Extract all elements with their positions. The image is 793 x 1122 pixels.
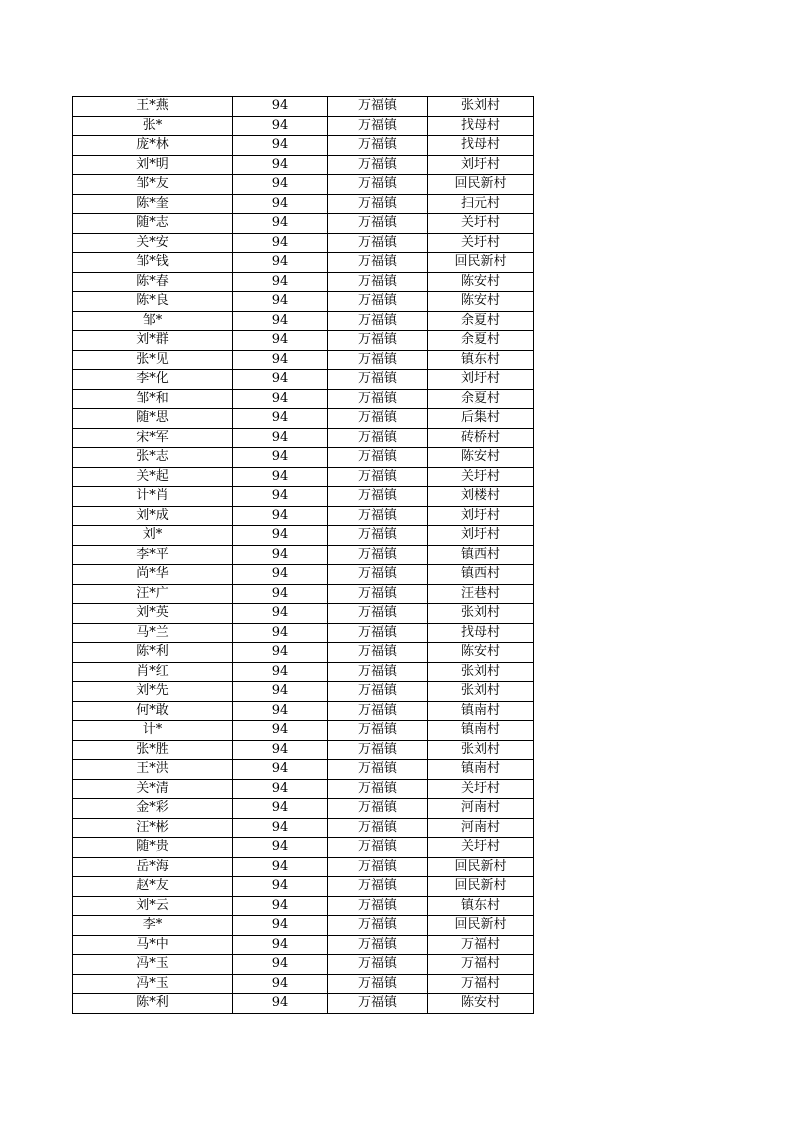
- town-cell: 万福镇: [328, 389, 428, 409]
- name-cell: 张*志: [73, 448, 233, 468]
- name-cell: 冯*玉: [73, 955, 233, 975]
- name-cell: 尚*华: [73, 565, 233, 585]
- table-row: [73, 136, 534, 156]
- count-cell: 94: [233, 916, 328, 936]
- table-row: [73, 116, 534, 136]
- village-cell: 万福村: [428, 955, 534, 975]
- name-cell: 邹*钱: [73, 253, 233, 273]
- village-cell: 陈安村: [428, 448, 534, 468]
- town-cell: 万福镇: [328, 467, 428, 487]
- town-cell: 万福镇: [328, 682, 428, 702]
- name-cell: 陈*春: [73, 272, 233, 292]
- town-cell: 万福镇: [328, 545, 428, 565]
- count-cell: 94: [233, 740, 328, 760]
- name-cell: 马*中: [73, 935, 233, 955]
- count-cell: 94: [233, 974, 328, 994]
- name-cell: 计*: [73, 721, 233, 741]
- count-cell: 94: [233, 331, 328, 351]
- town-cell: 万福镇: [328, 584, 428, 604]
- count-cell: 94: [233, 877, 328, 897]
- table-row: [73, 389, 534, 409]
- village-cell: 张刘村: [428, 97, 534, 117]
- table-row: [73, 662, 534, 682]
- table-row: [73, 838, 534, 858]
- town-cell: 万福镇: [328, 292, 428, 312]
- town-cell: 万福镇: [328, 311, 428, 331]
- village-cell: 陈安村: [428, 292, 534, 312]
- table-row: [73, 214, 534, 234]
- town-cell: 万福镇: [328, 370, 428, 390]
- count-cell: 94: [233, 721, 328, 741]
- count-cell: 94: [233, 97, 328, 117]
- town-cell: 万福镇: [328, 136, 428, 156]
- name-cell: 肖*红: [73, 662, 233, 682]
- village-cell: 刘圩村: [428, 506, 534, 526]
- count-cell: 94: [233, 272, 328, 292]
- town-cell: 万福镇: [328, 779, 428, 799]
- table-row: [73, 974, 534, 994]
- town-cell: 万福镇: [328, 857, 428, 877]
- name-cell: 赵*友: [73, 877, 233, 897]
- name-cell: 刘*: [73, 526, 233, 546]
- count-cell: 94: [233, 116, 328, 136]
- count-cell: 94: [233, 389, 328, 409]
- town-cell: 万福镇: [328, 721, 428, 741]
- table-row: [73, 623, 534, 643]
- count-cell: 94: [233, 682, 328, 702]
- village-cell: 刘圩村: [428, 155, 534, 175]
- village-cell: 刘楼村: [428, 487, 534, 507]
- name-cell: 王*燕: [73, 97, 233, 117]
- table-row: [73, 994, 534, 1014]
- count-cell: 94: [233, 448, 328, 468]
- table-row: [73, 545, 534, 565]
- name-cell: 计*肖: [73, 487, 233, 507]
- town-cell: 万福镇: [328, 643, 428, 663]
- name-cell: 随*思: [73, 409, 233, 429]
- table-row: [73, 175, 534, 195]
- name-cell: 邹*友: [73, 175, 233, 195]
- table-row: [73, 487, 534, 507]
- village-cell: 回民新村: [428, 916, 534, 936]
- village-cell: 镇南村: [428, 721, 534, 741]
- name-cell: 王*洪: [73, 760, 233, 780]
- name-cell: 李*平: [73, 545, 233, 565]
- count-cell: 94: [233, 779, 328, 799]
- town-cell: 万福镇: [328, 701, 428, 721]
- name-cell: 随*志: [73, 214, 233, 234]
- count-cell: 94: [233, 896, 328, 916]
- name-cell: 关*安: [73, 233, 233, 253]
- table-row: [73, 350, 534, 370]
- village-cell: 张刘村: [428, 740, 534, 760]
- table-row: [73, 233, 534, 253]
- table-row: [73, 760, 534, 780]
- town-cell: 万福镇: [328, 760, 428, 780]
- town-cell: 万福镇: [328, 623, 428, 643]
- town-cell: 万福镇: [328, 116, 428, 136]
- town-cell: 万福镇: [328, 331, 428, 351]
- village-cell: 陈安村: [428, 994, 534, 1014]
- town-cell: 万福镇: [328, 272, 428, 292]
- count-cell: 94: [233, 409, 328, 429]
- town-cell: 万福镇: [328, 350, 428, 370]
- table-row: [73, 506, 534, 526]
- village-cell: 河南村: [428, 799, 534, 819]
- count-cell: 94: [233, 428, 328, 448]
- name-cell: 刘*英: [73, 604, 233, 624]
- count-cell: 94: [233, 292, 328, 312]
- count-cell: 94: [233, 155, 328, 175]
- village-cell: 回民新村: [428, 253, 534, 273]
- count-cell: 94: [233, 623, 328, 643]
- name-cell: 陈*奎: [73, 194, 233, 214]
- count-cell: 94: [233, 350, 328, 370]
- village-cell: 回民新村: [428, 857, 534, 877]
- count-cell: 94: [233, 370, 328, 390]
- name-cell: 庞*林: [73, 136, 233, 156]
- town-cell: 万福镇: [328, 506, 428, 526]
- town-cell: 万福镇: [328, 233, 428, 253]
- name-cell: 李*化: [73, 370, 233, 390]
- name-cell: 关*起: [73, 467, 233, 487]
- town-cell: 万福镇: [328, 838, 428, 858]
- village-cell: 余夏村: [428, 389, 534, 409]
- table-row: [73, 467, 534, 487]
- village-cell: 镇南村: [428, 701, 534, 721]
- table-row: [73, 565, 534, 585]
- count-cell: 94: [233, 136, 328, 156]
- count-cell: 94: [233, 818, 328, 838]
- town-cell: 万福镇: [328, 97, 428, 117]
- table-row: [73, 448, 534, 468]
- count-cell: 94: [233, 643, 328, 663]
- village-cell: 刘圩村: [428, 526, 534, 546]
- town-cell: 万福镇: [328, 740, 428, 760]
- town-cell: 万福镇: [328, 565, 428, 585]
- name-cell: 随*贵: [73, 838, 233, 858]
- town-cell: 万福镇: [328, 818, 428, 838]
- name-cell: 汪*彬: [73, 818, 233, 838]
- name-cell: 张*胜: [73, 740, 233, 760]
- village-cell: 汪巷村: [428, 584, 534, 604]
- town-cell: 万福镇: [328, 877, 428, 897]
- count-cell: 94: [233, 253, 328, 273]
- town-cell: 万福镇: [328, 526, 428, 546]
- table-row: [73, 818, 534, 838]
- count-cell: 94: [233, 565, 328, 585]
- village-cell: 陈安村: [428, 272, 534, 292]
- town-cell: 万福镇: [328, 253, 428, 273]
- village-cell: 镇东村: [428, 350, 534, 370]
- count-cell: 94: [233, 214, 328, 234]
- table-row: [73, 409, 534, 429]
- data-table: [72, 96, 534, 1014]
- village-cell: 关圩村: [428, 214, 534, 234]
- village-cell: 陈安村: [428, 643, 534, 663]
- village-cell: 镇西村: [428, 565, 534, 585]
- table-row: [73, 311, 534, 331]
- village-cell: 找母村: [428, 623, 534, 643]
- name-cell: 邹*: [73, 311, 233, 331]
- table-body: [73, 97, 534, 1014]
- village-cell: 张刘村: [428, 662, 534, 682]
- table-row: [73, 916, 534, 936]
- village-cell: 张刘村: [428, 604, 534, 624]
- count-cell: 94: [233, 526, 328, 546]
- village-cell: 万福村: [428, 974, 534, 994]
- name-cell: 宋*军: [73, 428, 233, 448]
- table-row: [73, 740, 534, 760]
- count-cell: 94: [233, 857, 328, 877]
- name-cell: 刘*先: [73, 682, 233, 702]
- count-cell: 94: [233, 506, 328, 526]
- count-cell: 94: [233, 194, 328, 214]
- table-row: [73, 155, 534, 175]
- table-row: [73, 370, 534, 390]
- town-cell: 万福镇: [328, 487, 428, 507]
- table-row: [73, 584, 534, 604]
- town-cell: 万福镇: [328, 155, 428, 175]
- name-cell: 冯*玉: [73, 974, 233, 994]
- village-cell: 扫元村: [428, 194, 534, 214]
- name-cell: 何*敢: [73, 701, 233, 721]
- count-cell: 94: [233, 760, 328, 780]
- table-row: [73, 857, 534, 877]
- village-cell: 回民新村: [428, 877, 534, 897]
- town-cell: 万福镇: [328, 604, 428, 624]
- town-cell: 万福镇: [328, 896, 428, 916]
- table-row: [73, 643, 534, 663]
- name-cell: 陈*良: [73, 292, 233, 312]
- count-cell: 94: [233, 662, 328, 682]
- table-row: [73, 877, 534, 897]
- village-cell: 回民新村: [428, 175, 534, 195]
- count-cell: 94: [233, 545, 328, 565]
- table-row: [73, 604, 534, 624]
- count-cell: 94: [233, 467, 328, 487]
- village-cell: 关圩村: [428, 467, 534, 487]
- count-cell: 94: [233, 311, 328, 331]
- name-cell: 张*见: [73, 350, 233, 370]
- village-cell: 关圩村: [428, 838, 534, 858]
- village-cell: 万福村: [428, 935, 534, 955]
- table-row: [73, 682, 534, 702]
- name-cell: 张*: [73, 116, 233, 136]
- name-cell: 马*兰: [73, 623, 233, 643]
- town-cell: 万福镇: [328, 409, 428, 429]
- village-cell: 镇南村: [428, 760, 534, 780]
- count-cell: 94: [233, 955, 328, 975]
- count-cell: 94: [233, 838, 328, 858]
- town-cell: 万福镇: [328, 935, 428, 955]
- village-cell: 刘圩村: [428, 370, 534, 390]
- name-cell: 金*彩: [73, 799, 233, 819]
- name-cell: 陈*利: [73, 643, 233, 663]
- count-cell: 94: [233, 935, 328, 955]
- town-cell: 万福镇: [328, 994, 428, 1014]
- name-cell: 邹*和: [73, 389, 233, 409]
- count-cell: 94: [233, 701, 328, 721]
- table-row: [73, 526, 534, 546]
- village-cell: 河南村: [428, 818, 534, 838]
- table-row: [73, 799, 534, 819]
- count-cell: 94: [233, 799, 328, 819]
- count-cell: 94: [233, 487, 328, 507]
- town-cell: 万福镇: [328, 974, 428, 994]
- name-cell: 汪*广: [73, 584, 233, 604]
- town-cell: 万福镇: [328, 214, 428, 234]
- village-cell: 镇东村: [428, 896, 534, 916]
- count-cell: 94: [233, 604, 328, 624]
- town-cell: 万福镇: [328, 175, 428, 195]
- table-row: [73, 272, 534, 292]
- count-cell: 94: [233, 175, 328, 195]
- village-cell: 关圩村: [428, 779, 534, 799]
- table-row: [73, 97, 534, 117]
- count-cell: 94: [233, 584, 328, 604]
- table-row: [73, 292, 534, 312]
- name-cell: 陈*利: [73, 994, 233, 1014]
- table-row: [73, 779, 534, 799]
- town-cell: 万福镇: [328, 662, 428, 682]
- name-cell: 关*清: [73, 779, 233, 799]
- table-row: [73, 331, 534, 351]
- table-row: [73, 935, 534, 955]
- table-row: [73, 194, 534, 214]
- table-row: [73, 701, 534, 721]
- town-cell: 万福镇: [328, 428, 428, 448]
- village-cell: 砖桥村: [428, 428, 534, 448]
- village-cell: 镇西村: [428, 545, 534, 565]
- name-cell: 刘*明: [73, 155, 233, 175]
- name-cell: 岳*海: [73, 857, 233, 877]
- town-cell: 万福镇: [328, 194, 428, 214]
- table-row: [73, 428, 534, 448]
- town-cell: 万福镇: [328, 448, 428, 468]
- village-cell: 找母村: [428, 116, 534, 136]
- table-row: [73, 955, 534, 975]
- name-cell: 李*: [73, 916, 233, 936]
- town-cell: 万福镇: [328, 916, 428, 936]
- name-cell: 刘*群: [73, 331, 233, 351]
- name-cell: 刘*云: [73, 896, 233, 916]
- village-cell: 余夏村: [428, 311, 534, 331]
- table-row: [73, 721, 534, 741]
- village-cell: 余夏村: [428, 331, 534, 351]
- village-cell: 张刘村: [428, 682, 534, 702]
- table-row: [73, 896, 534, 916]
- village-cell: 后集村: [428, 409, 534, 429]
- count-cell: 94: [233, 233, 328, 253]
- table-row: [73, 253, 534, 273]
- count-cell: 94: [233, 994, 328, 1014]
- village-cell: 关圩村: [428, 233, 534, 253]
- town-cell: 万福镇: [328, 799, 428, 819]
- town-cell: 万福镇: [328, 955, 428, 975]
- name-cell: 刘*成: [73, 506, 233, 526]
- village-cell: 找母村: [428, 136, 534, 156]
